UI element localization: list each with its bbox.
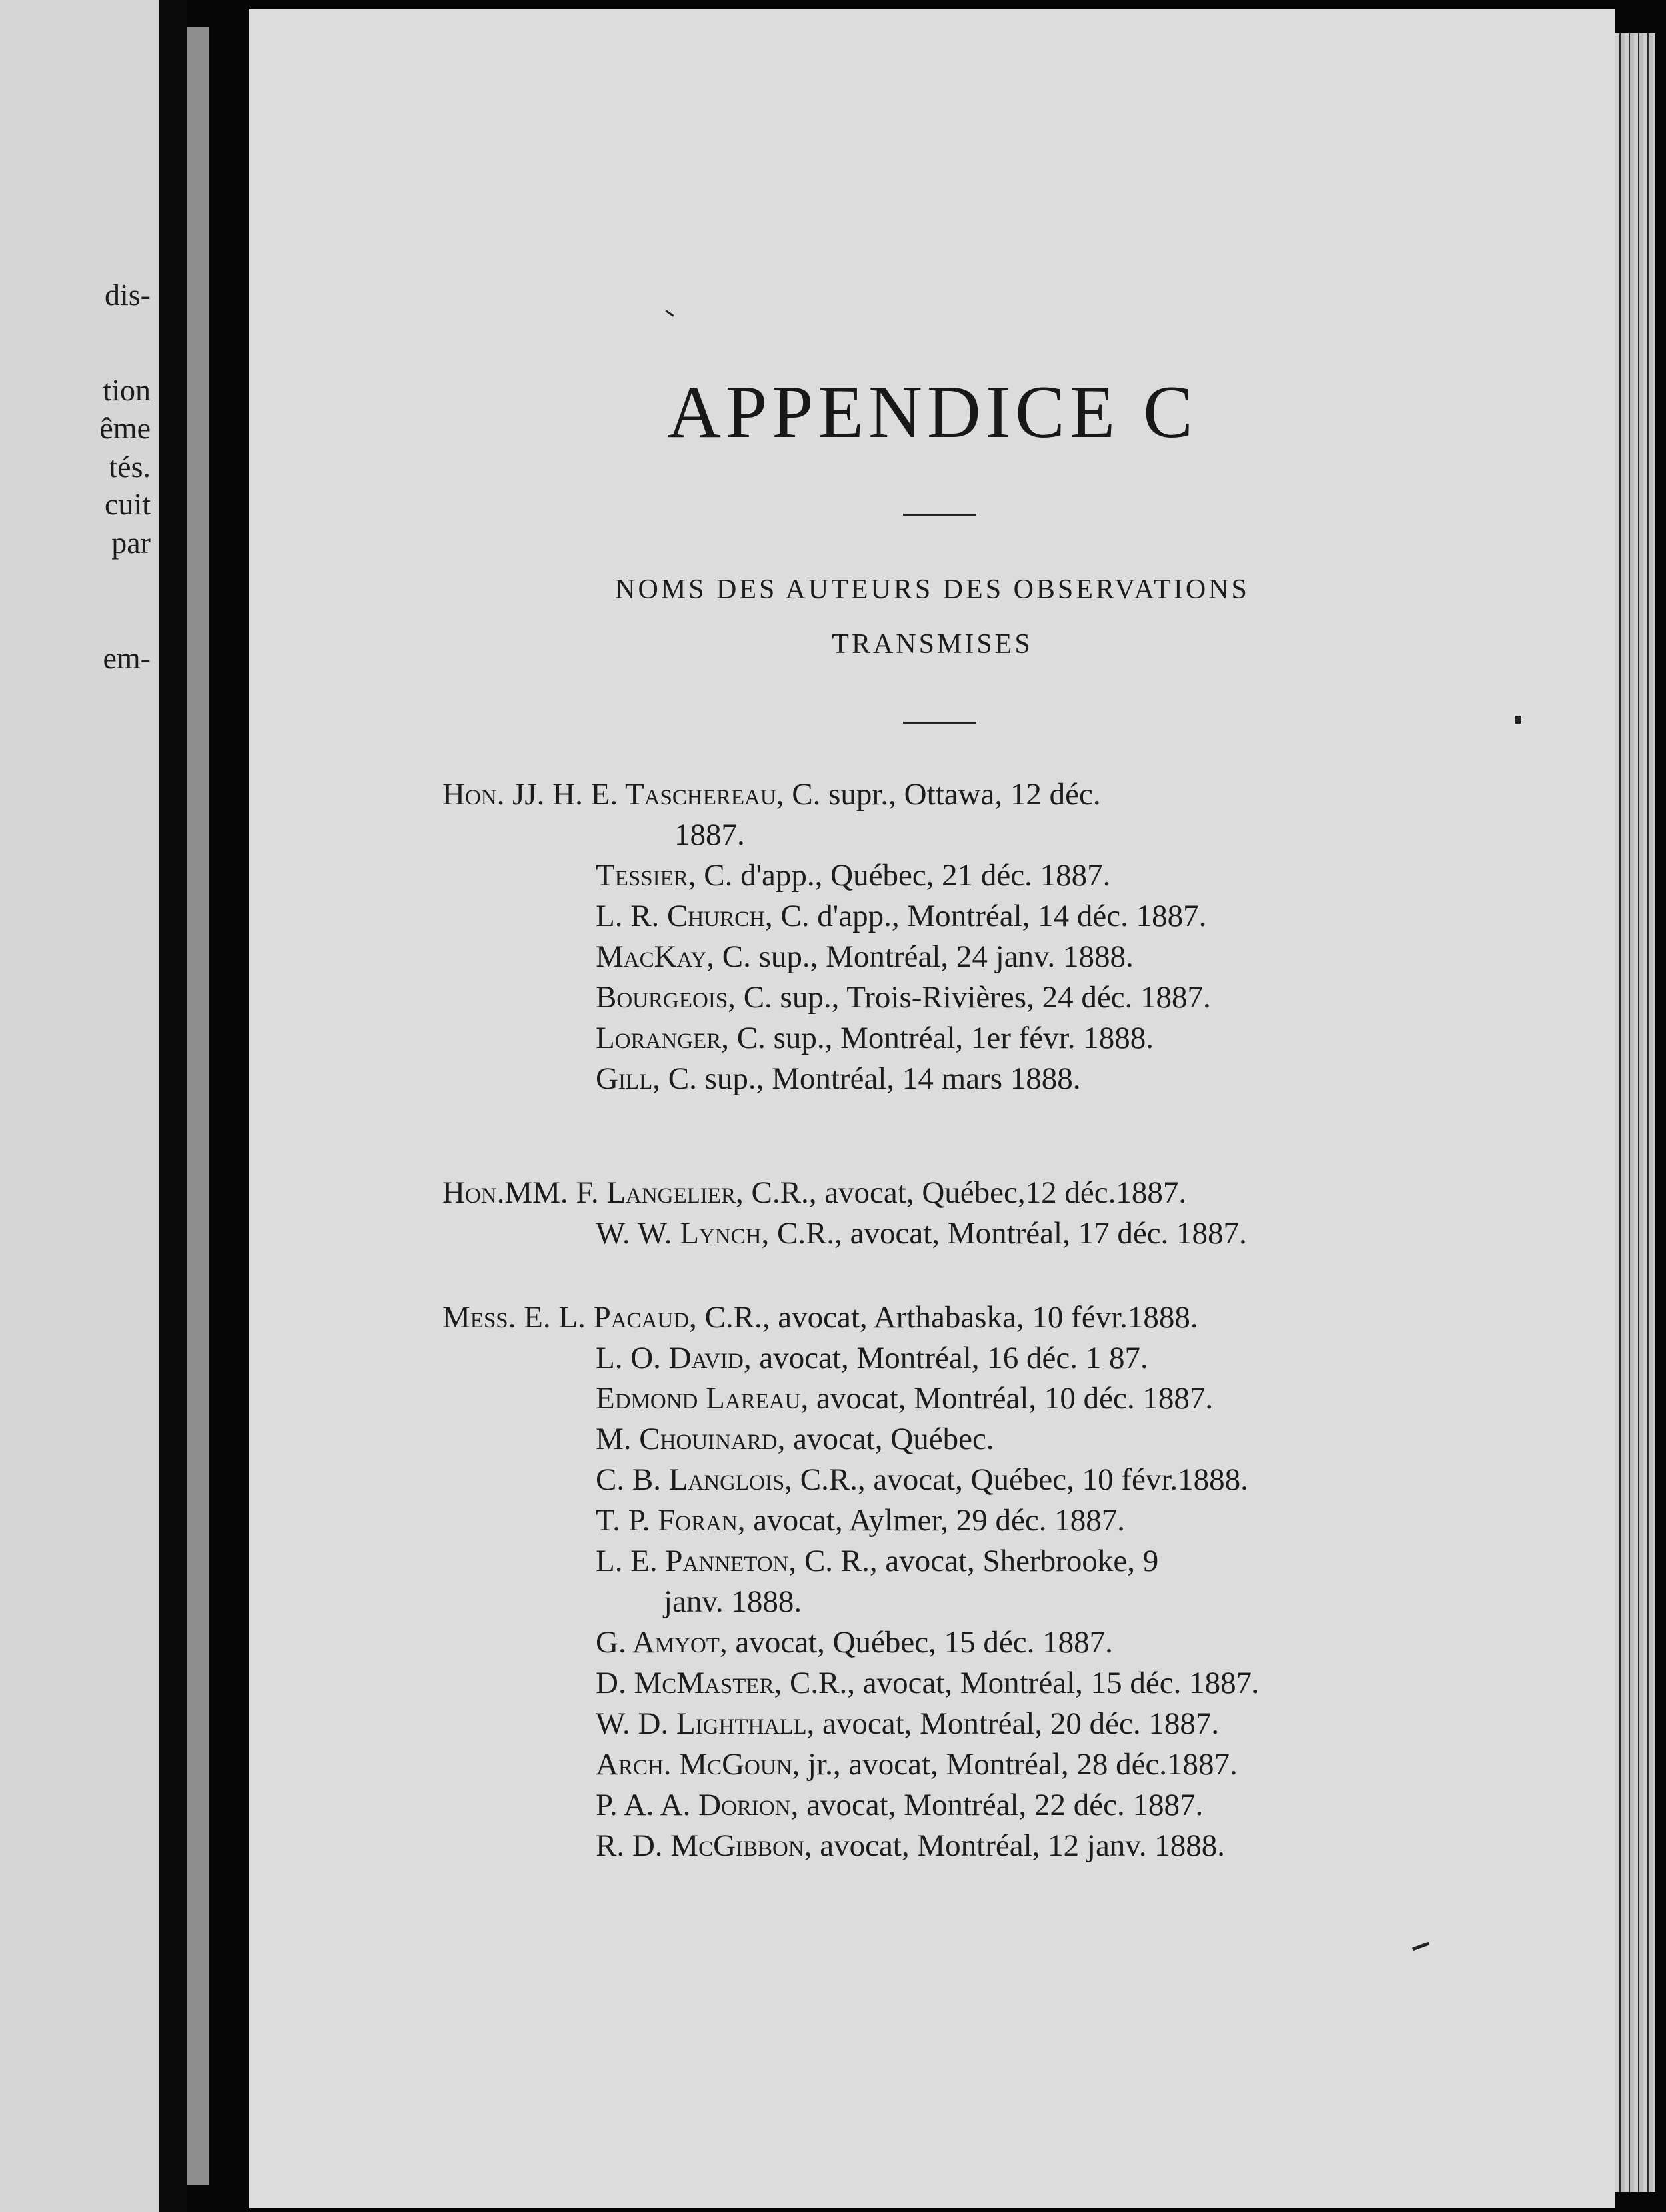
page-gutter-edge bbox=[187, 27, 209, 2185]
author-details: avocat, Aylmer, 29 déc. 1887. bbox=[753, 1503, 1125, 1538]
author-details: C.R., avocat, Arthabaska, 10 févr.1888. bbox=[704, 1300, 1198, 1335]
page-gutter-shadow bbox=[209, 0, 249, 2212]
author-name: E. L. Pacaud, bbox=[524, 1300, 697, 1335]
list-line-continuation: janv. 1888. bbox=[664, 1584, 802, 1619]
author-name: MacKay, bbox=[596, 939, 714, 974]
list-line bbox=[596, 981, 1211, 1014]
list-line bbox=[442, 778, 1101, 811]
author-details: C. sup., Montréal, 14 mars 1888. bbox=[668, 1061, 1081, 1096]
author-name: C. B. Langlois, bbox=[596, 1462, 792, 1497]
author-details: avocat, Québec, 15 déc. 1887. bbox=[735, 1625, 1113, 1660]
author-details: avocat, Québec. bbox=[793, 1422, 994, 1456]
list-line bbox=[442, 1301, 1198, 1334]
list-line bbox=[596, 1748, 1238, 1781]
list-line bbox=[596, 1829, 1225, 1862]
list-line bbox=[596, 1021, 1154, 1055]
author-details: C. supr., Ottawa, 12 déc. bbox=[792, 777, 1101, 812]
author-name: L. O. David, bbox=[596, 1341, 752, 1375]
author-name: M. Chouinard, bbox=[596, 1422, 786, 1456]
author-name: H. E. Taschereau, bbox=[552, 777, 784, 812]
author-name: Edmond Lareau, bbox=[596, 1381, 809, 1416]
page-stack-edge bbox=[1615, 33, 1655, 2192]
author-details: avocat, Montréal, 12 janv. 1888. bbox=[820, 1828, 1226, 1863]
author-name: Arch. McGoun, bbox=[596, 1747, 800, 1782]
honorific: Mess. bbox=[442, 1300, 516, 1335]
facing-page-text: tion bbox=[103, 373, 151, 407]
list-line bbox=[596, 1626, 1113, 1659]
list-line bbox=[596, 1062, 1081, 1095]
author-name: F. Langelier, bbox=[576, 1175, 744, 1210]
honorific: Hon.MM. bbox=[442, 1175, 568, 1210]
author-name: L. E. Panneton, bbox=[596, 1544, 797, 1578]
author-name: W. W. Lynch, bbox=[596, 1216, 770, 1251]
author-details: C.R., avocat, Montréal, 15 déc. 1887. bbox=[790, 1666, 1259, 1700]
list-line bbox=[596, 1504, 1125, 1537]
page-title: APPENDICE C bbox=[667, 371, 1198, 454]
author-name: L. R. Church, bbox=[596, 899, 773, 933]
facing-page-text: cuit bbox=[105, 487, 151, 521]
author-details: C.R., avocat, Québec,12 déc.1887. bbox=[751, 1175, 1187, 1210]
facing-page-text: em- bbox=[103, 641, 151, 675]
list-line bbox=[596, 1788, 1203, 1822]
author-details: C. R., avocat, Sherbrooke, 9 bbox=[804, 1544, 1159, 1578]
author-name: Bourgeois, bbox=[596, 980, 736, 1015]
print-speck bbox=[1412, 1942, 1429, 1951]
facing-page-text: ême bbox=[99, 411, 151, 445]
page-gutter bbox=[159, 0, 187, 2212]
author-name: Tessier, bbox=[596, 858, 696, 893]
list-line bbox=[596, 1707, 1219, 1740]
subtitle-rule bbox=[903, 722, 976, 724]
print-speck bbox=[665, 310, 674, 316]
list-line bbox=[596, 899, 1206, 933]
list-line bbox=[596, 1382, 1213, 1415]
document-page bbox=[249, 9, 1615, 2208]
author-name: W. D. Lighthall, bbox=[596, 1706, 815, 1741]
facing-page-fragment bbox=[0, 0, 159, 2212]
author-details: jr., avocat, Montréal, 28 déc.1887. bbox=[808, 1747, 1238, 1782]
author-name: P. A. A. Dorion, bbox=[596, 1788, 799, 1822]
list-line bbox=[596, 1666, 1259, 1700]
subtitle-line-2: TRANSMISES bbox=[832, 629, 1033, 660]
facing-page-text: tés. bbox=[109, 450, 151, 484]
author-details: C. d'app., Montréal, 14 déc. 1887. bbox=[780, 899, 1207, 933]
honorific: Hon. JJ. bbox=[442, 777, 545, 812]
facing-page-text: dis- bbox=[105, 278, 151, 312]
list-line bbox=[596, 1341, 1148, 1375]
list-line-continuation: 1887. bbox=[674, 818, 745, 852]
author-name: R. D. McGibbon, bbox=[596, 1828, 812, 1863]
author-name: Gill, bbox=[596, 1061, 660, 1096]
author-name: D. McMaster, bbox=[596, 1666, 782, 1700]
author-details: avocat, Montréal, 22 déc. 1887. bbox=[806, 1788, 1204, 1822]
author-details: avocat, Montréal, 20 déc. 1887. bbox=[822, 1706, 1220, 1741]
author-details: C. d'app., Québec, 21 déc. 1887. bbox=[704, 858, 1111, 893]
list-line bbox=[596, 1544, 1158, 1578]
author-details: C.R., avocat, Montréal, 17 déc. 1887. bbox=[776, 1216, 1247, 1251]
title-rule bbox=[903, 514, 976, 516]
author-details: avocat, Montréal, 10 déc. 1887. bbox=[816, 1381, 1214, 1416]
list-line bbox=[596, 940, 1134, 973]
author-name: G. Amyot, bbox=[596, 1625, 728, 1660]
list-line bbox=[596, 1463, 1248, 1496]
author-details: C. sup., Montréal, 24 janv. 1888. bbox=[722, 939, 1134, 974]
author-name: T. P. Foran, bbox=[596, 1503, 746, 1538]
author-details: avocat, Montréal, 16 déc. 1 87. bbox=[759, 1341, 1148, 1375]
author-details: C.R., avocat, Québec, 10 févr.1888. bbox=[800, 1462, 1248, 1497]
list-line bbox=[596, 859, 1110, 892]
subtitle-line-1: NOMS DES AUTEURS DES OBSERVATIONS bbox=[615, 574, 1250, 605]
author-details: C. sup., Trois-Rivières, 24 déc. 1887. bbox=[743, 980, 1211, 1015]
list-line bbox=[596, 1422, 994, 1456]
list-line bbox=[442, 1176, 1186, 1209]
print-speck bbox=[1515, 716, 1521, 724]
author-details: C. sup., Montréal, 1er févr. 1888. bbox=[736, 1021, 1154, 1055]
author-name: Loranger, bbox=[596, 1021, 729, 1055]
facing-page-text: par bbox=[111, 526, 151, 560]
list-line bbox=[596, 1217, 1247, 1250]
